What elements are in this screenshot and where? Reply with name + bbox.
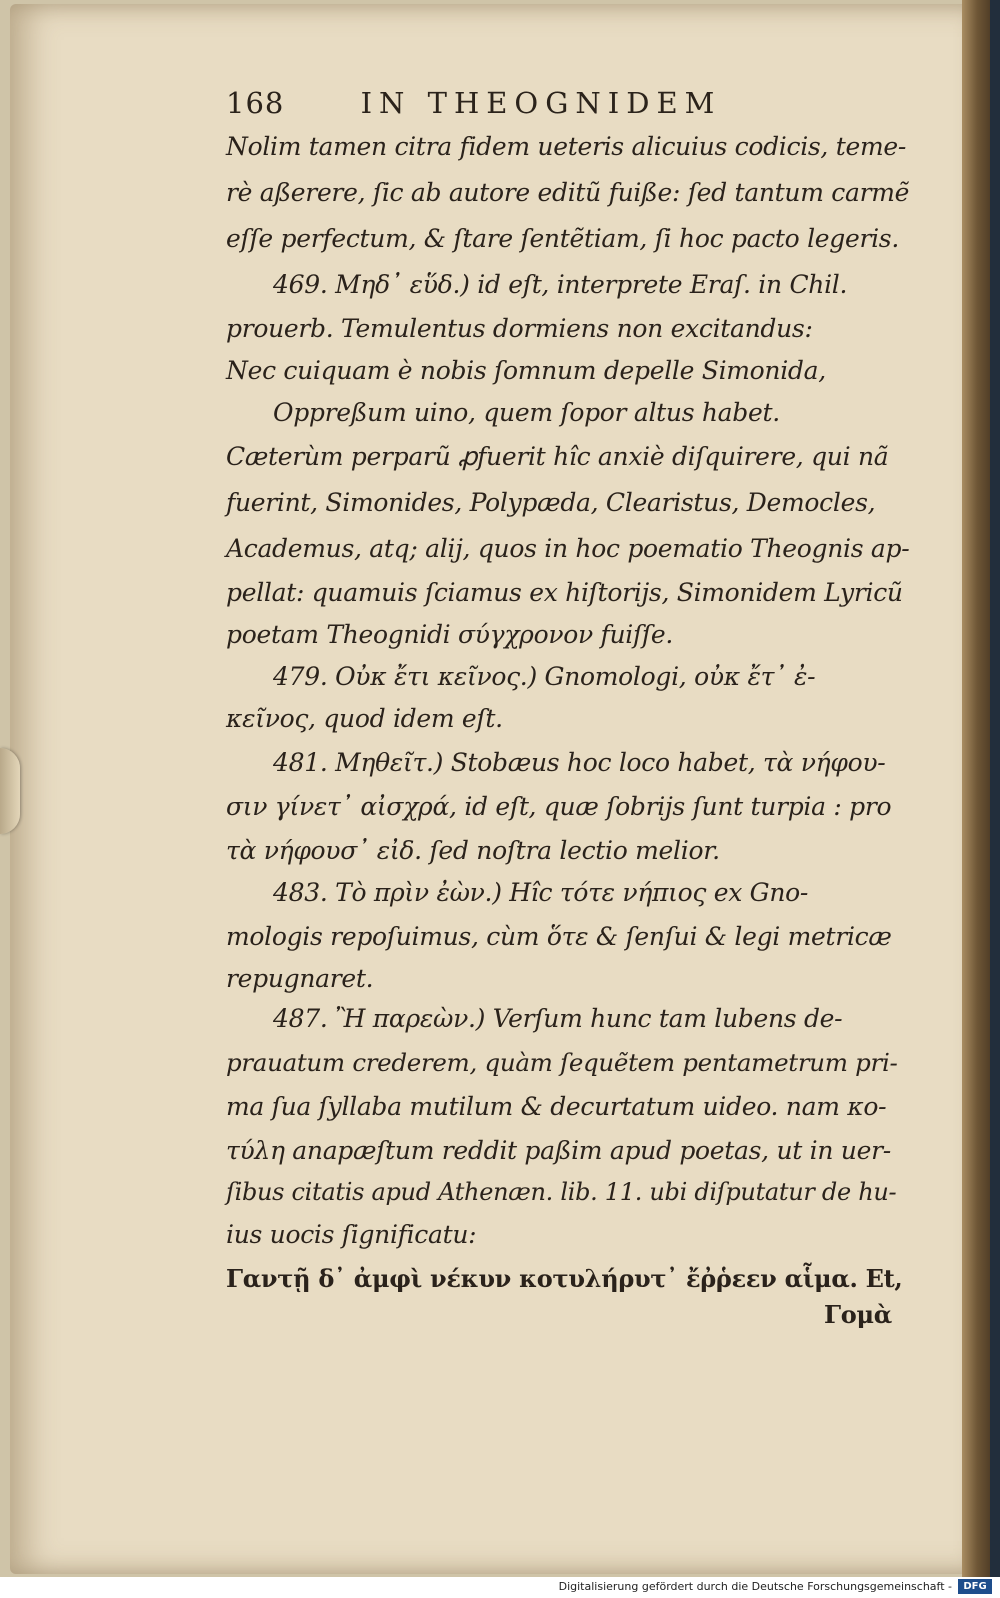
- text-line: 483. Τὸ πρὶν ἐὼν.) Hîc τότε νήπιος ex Gno-: [273, 878, 809, 907]
- text-line: 487. Ἢ παρεὼν.) Verſum hunc tam lubens de-: [273, 1004, 843, 1033]
- catchword: Γομὰ: [824, 1300, 892, 1329]
- text-line: repugnaret.: [226, 964, 374, 993]
- text-line: Oppreßum uino, quem ſopor altus habet.: [273, 398, 780, 427]
- text-line: Nolim tamen citra fidem ueteris alicuius codicis, teme-: [226, 132, 907, 161]
- text-line: Academus, atq; alij, quos in hoc poematio Theognis ap-: [226, 534, 910, 563]
- page-clip-tab: [0, 748, 20, 834]
- running-head: [226, 86, 906, 120]
- text-line: τύλη anapæſtum reddit paßim apud poetas, ut in uer-: [226, 1136, 891, 1165]
- text-line: prauatum crederem, quàm ſequẽtem pentametrum pri-: [226, 1048, 898, 1077]
- text-line: 479. Οὐκ ἔτι κεῖνος.) Gnomologi, οὐκ ἔτ᾿ ἐ-: [273, 662, 816, 691]
- text-line: fuerint, Simonides, Polypæda, Clearistus, Democles,: [226, 488, 876, 517]
- text-line: rè aßerere, ſic ab autore editũ fuiße: ſed tantum carmẽ: [226, 178, 910, 207]
- text-line: eſſe perfectum, & ſtare ſentẽtiam, ſi hoc pacto legeris.: [226, 224, 899, 253]
- text-line: ius uocis ſignificatu:: [226, 1220, 477, 1249]
- footer-bar: [0, 1577, 1000, 1598]
- running-title: IN THEOGNIDEM: [360, 86, 722, 120]
- text-line: σιν γίνετ᾿ αἰσχρά, id eſt, quæ ſobrijs ſunt turpia : pro: [226, 792, 892, 821]
- text-line: Cæterùm perparũ ꝓfuerit hîc anxiè diſquirere, qui nã: [226, 442, 889, 471]
- text-line: τὰ νήφουσ᾿ εἰδ. ſed noſtra lectio melior.: [226, 836, 720, 865]
- text-line: pellat: quamuis ſciamus ex hiſtorijs, Simonidem Lyricũ: [226, 578, 903, 607]
- text-line: ma ſua ſyllaba mutilum & decurtatum uideo. nam κο-: [226, 1092, 887, 1121]
- text-line: poetam Theognidi σύγχρονον fuiſſe.: [226, 620, 674, 649]
- text-line: Nec cuiquam è nobis ſomnum depelle Simonida,: [226, 356, 826, 385]
- text-line: mologis repoſuimus, cùm ὅτε & ſenſui & legi metricæ: [226, 922, 892, 951]
- page-number: 168: [226, 86, 285, 120]
- text-line: κεῖνος, quod idem eſt.: [226, 704, 503, 733]
- text-line: ſibus citatis apud Athenæn. lib. 11. ubi diſputatur de hu-: [226, 1178, 897, 1206]
- scanner-border: [990, 0, 1000, 1577]
- funding-credit: Digitalisierung gefördert durch die Deutsche Forschungsgemeinschaft -: [558, 1580, 952, 1593]
- text-line: prouerb. Temulentus dormiens non excitandus:: [226, 314, 813, 343]
- text-line: 481. Μηθεῖτ.) Stobæus hoc loco habet, τὰ νήφου-: [273, 748, 886, 777]
- text-line: 469. Μηδ᾿ εὕδ.) id eſt, interprete Eraſ. in Chil.: [273, 270, 848, 299]
- dfg-logo: DFG: [958, 1579, 992, 1594]
- text-line: Γαντῇ δ᾿ ἀμφὶ νέκυν κοτυλήρυτ᾿ ἔῤῥεεν αἷμα. Et,: [226, 1264, 903, 1293]
